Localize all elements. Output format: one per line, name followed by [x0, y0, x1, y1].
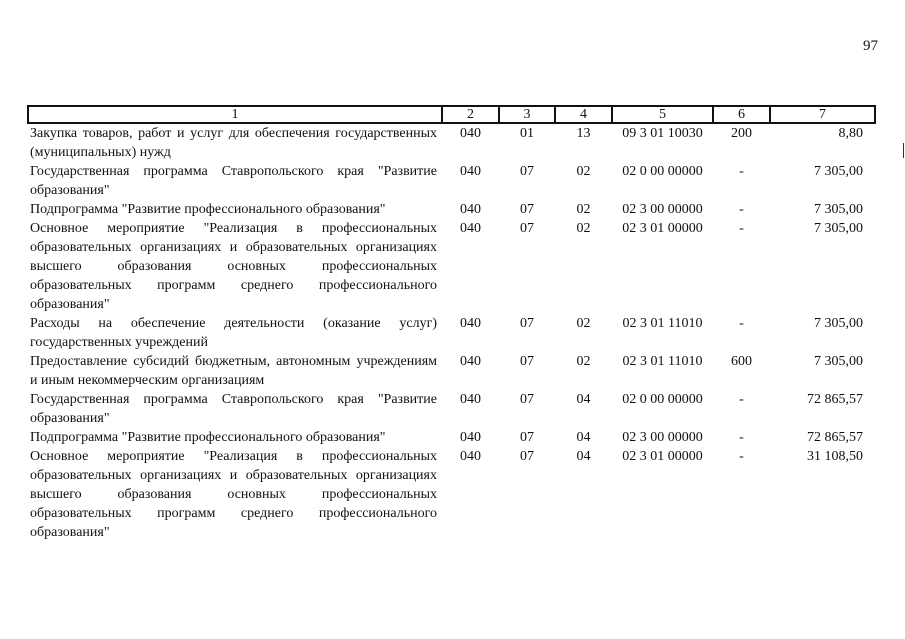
header-col-1: 1 — [28, 106, 442, 123]
row-section-code: 07 — [520, 164, 534, 179]
header-col-4: 4 — [555, 106, 612, 123]
row-name: Закупка товаров, работ и услуг для обеспечения государственных (муниципальных) нужд — [30, 126, 437, 160]
row-expense-type: - — [739, 449, 744, 464]
table-row — [28, 219, 875, 314]
row-expense-type: 200 — [731, 126, 752, 141]
row-amount: 7 305,00 — [814, 202, 863, 217]
row-amount: 31 108,50 — [807, 449, 863, 464]
table-header — [28, 106, 875, 123]
row-ministry-code: 040 — [460, 430, 481, 445]
row-subsection-code: 02 — [576, 221, 591, 236]
row-amount: 8,80 — [838, 126, 863, 141]
row-name: Основное мероприятие "Реализация в профессиональных образовательных организациях и образовательных организациях высшего образования основных профессиональных образовательных программ среднего профессионального образования" — [30, 449, 437, 540]
row-target-article: 02 3 01 00000 — [622, 221, 703, 236]
table-body — [28, 123, 875, 542]
header-col-6: 6 — [713, 106, 770, 123]
row-ministry-code: 040 — [460, 202, 481, 217]
row-subsection-code: 02 — [576, 316, 591, 331]
row-expense-type: - — [739, 202, 744, 217]
row-subsection-code: 02 — [576, 202, 591, 217]
row-target-article: 02 3 01 00000 — [622, 449, 703, 464]
table-row — [28, 447, 875, 542]
row-target-article: 02 3 01 11010 — [622, 316, 703, 331]
row-expense-type: - — [739, 316, 744, 331]
row-name: Подпрограмма "Развитие профессионального образования" — [30, 430, 386, 445]
margin-mark — [903, 143, 904, 158]
row-target-article: 09 3 01 10030 — [622, 126, 703, 141]
row-ministry-code: 040 — [460, 316, 481, 331]
row-section-code: 07 — [520, 354, 534, 369]
row-name: Подпрограмма "Развитие профессионального образования" — [30, 202, 386, 217]
table-row — [28, 390, 875, 428]
row-section-code: 07 — [520, 392, 534, 407]
row-amount: 72 865,57 — [807, 430, 863, 445]
row-expense-type: - — [739, 430, 744, 445]
row-name: Государственная программа Ставропольского края "Развитие образования" — [30, 392, 437, 426]
row-expense-type: - — [739, 392, 744, 407]
row-ministry-code: 040 — [460, 354, 481, 369]
row-expense-type: - — [739, 164, 744, 179]
row-subsection-code: 04 — [576, 392, 591, 407]
row-section-code: 07 — [520, 430, 534, 445]
row-ministry-code: 040 — [460, 126, 481, 141]
row-ministry-code: 040 — [460, 221, 481, 236]
row-target-article: 02 0 00 00000 — [622, 392, 703, 407]
row-amount: 7 305,00 — [814, 164, 863, 179]
table-row — [28, 428, 875, 447]
budget-table — [27, 105, 876, 542]
row-section-code: 07 — [520, 202, 534, 217]
row-name: Основное мероприятие "Реализация в профессиональных образовательных организациях и образовательных организациях высшего образования основных профессиональных образовательных программ среднего профессионального образования" — [30, 221, 437, 312]
page-number: 97 — [863, 38, 878, 54]
table-row — [28, 200, 875, 219]
row-target-article: 02 3 01 11010 — [622, 354, 703, 369]
row-subsection-code: 04 — [576, 430, 591, 445]
row-name: Государственная программа Ставропольского края "Развитие образования" — [30, 164, 437, 198]
row-amount: 7 305,00 — [814, 316, 863, 331]
row-amount: 7 305,00 — [814, 354, 863, 369]
header-row — [28, 106, 875, 123]
row-expense-type: - — [739, 221, 744, 236]
table-row — [28, 352, 875, 390]
row-target-article: 02 0 00 00000 — [622, 164, 703, 179]
row-ministry-code: 040 — [460, 164, 481, 179]
row-name: Расходы на обеспечение деятельности (оказание услуг) государственных учреждений — [30, 316, 437, 350]
header-col-3: 3 — [499, 106, 555, 123]
row-subsection-code: 04 — [576, 449, 591, 464]
row-subsection-code: 02 — [576, 164, 591, 179]
row-amount: 7 305,00 — [814, 221, 863, 236]
table-row — [28, 123, 875, 162]
row-subsection-code: 13 — [576, 126, 591, 141]
table-row — [28, 314, 875, 352]
row-ministry-code: 040 — [460, 449, 481, 464]
header-col-7: 7 — [770, 106, 875, 123]
header-col-5: 5 — [612, 106, 713, 123]
row-target-article: 02 3 00 00000 — [622, 430, 703, 445]
row-ministry-code: 040 — [460, 392, 481, 407]
row-section-code: 01 — [520, 126, 534, 141]
row-section-code: 07 — [520, 221, 534, 236]
row-amount: 72 865,57 — [807, 392, 863, 407]
header-col-2: 2 — [442, 106, 499, 123]
row-target-article: 02 3 00 00000 — [622, 202, 703, 217]
row-subsection-code: 02 — [576, 354, 591, 369]
row-section-code: 07 — [520, 316, 534, 331]
row-expense-type: 600 — [731, 354, 752, 369]
table-row — [28, 162, 875, 200]
row-name: Предоставление субсидий бюджетным, автономным учреждениям и иным некоммерческим организациям — [30, 354, 437, 388]
row-section-code: 07 — [520, 449, 534, 464]
